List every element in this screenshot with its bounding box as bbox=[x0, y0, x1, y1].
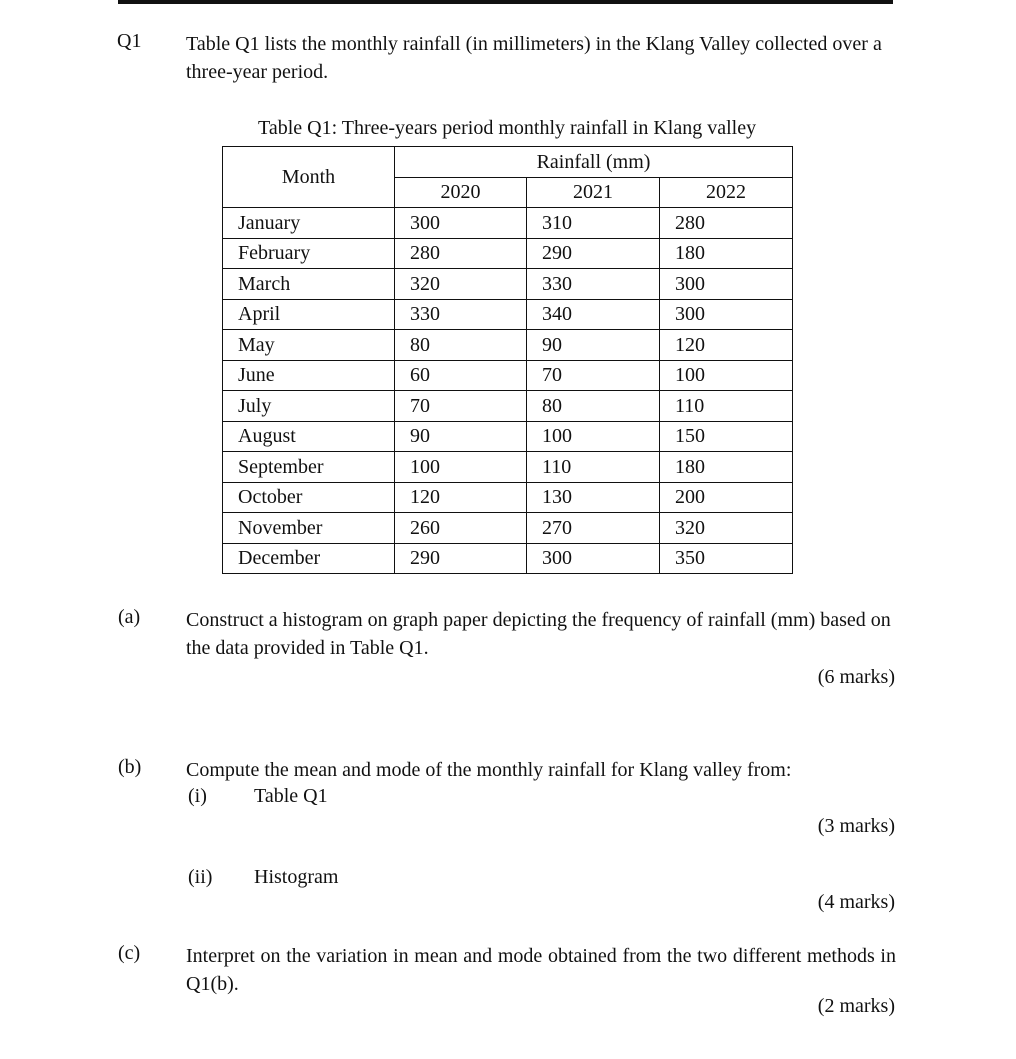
value-cell-2021: 130 bbox=[527, 482, 660, 513]
month-cell: December bbox=[223, 543, 395, 574]
table-row bbox=[223, 543, 793, 574]
value-cell-2022: 200 bbox=[660, 482, 793, 513]
value-cell-2020: 260 bbox=[395, 513, 527, 544]
year-header: 2021 bbox=[527, 177, 660, 208]
value-cell-2022: 180 bbox=[660, 452, 793, 483]
value-cell-2020: 90 bbox=[395, 421, 527, 452]
table-row bbox=[223, 299, 793, 330]
year-header: 2022 bbox=[660, 177, 793, 208]
question-intro: Table Q1 lists the monthly rainfall (in millimeters) in the Klang Valley collected over a three-year period. bbox=[186, 33, 882, 83]
value-cell-2022: 150 bbox=[660, 421, 793, 452]
table-row bbox=[223, 452, 793, 483]
top-rule bbox=[118, 0, 893, 4]
value-cell-2021: 80 bbox=[527, 391, 660, 422]
value-cell-2021: 330 bbox=[527, 269, 660, 300]
value-cell-2021: 310 bbox=[527, 208, 660, 239]
value-cell-2022: 180 bbox=[660, 238, 793, 269]
value-cell-2022: 350 bbox=[660, 543, 793, 574]
part-b-i-text: Table Q1 bbox=[254, 785, 328, 807]
question-number: Q1 bbox=[117, 30, 142, 52]
value-cell-2021: 290 bbox=[527, 238, 660, 269]
part-b-i-marks: (3 marks) bbox=[817, 815, 895, 837]
value-cell-2020: 300 bbox=[395, 208, 527, 239]
month-cell: March bbox=[223, 269, 395, 300]
table-row bbox=[223, 391, 793, 422]
value-cell-2022: 320 bbox=[660, 513, 793, 544]
table-header-row bbox=[223, 147, 793, 178]
month-cell: September bbox=[223, 452, 395, 483]
month-cell: January bbox=[223, 208, 395, 239]
value-cell-2021: 340 bbox=[527, 299, 660, 330]
value-cell-2020: 320 bbox=[395, 269, 527, 300]
table-row bbox=[223, 269, 793, 300]
year-header: 2020 bbox=[395, 177, 527, 208]
part-b-ii-text: Histogram bbox=[254, 866, 339, 888]
value-cell-2020: 290 bbox=[395, 543, 527, 574]
month-cell: October bbox=[223, 482, 395, 513]
value-cell-2021: 270 bbox=[527, 513, 660, 544]
value-cell-2020: 280 bbox=[395, 238, 527, 269]
part-a-text: Construct a histogram on graph paper depicting the frequency of rainfall (mm) based on the data provided in Table Q1. bbox=[186, 609, 891, 659]
table-row bbox=[223, 421, 793, 452]
table-caption: Table Q1: Three-years period monthly rainfall in Klang valley bbox=[258, 117, 757, 139]
rainfall-header: Rainfall (mm) bbox=[395, 147, 793, 178]
month-cell: July bbox=[223, 391, 395, 422]
part-c-label: (c) bbox=[118, 942, 141, 964]
value-cell-2022: 110 bbox=[660, 391, 793, 422]
value-cell-2022: 100 bbox=[660, 360, 793, 391]
value-cell-2020: 70 bbox=[395, 391, 527, 422]
table-row bbox=[223, 208, 793, 239]
value-cell-2021: 70 bbox=[527, 360, 660, 391]
part-b-i-label: (i) bbox=[188, 785, 207, 807]
value-cell-2020: 80 bbox=[395, 330, 527, 361]
value-cell-2021: 300 bbox=[527, 543, 660, 574]
value-cell-2020: 100 bbox=[395, 452, 527, 483]
part-b-ii-marks: (4 marks) bbox=[817, 891, 895, 913]
month-header: Month bbox=[223, 147, 395, 208]
month-cell: February bbox=[223, 238, 395, 269]
month-cell: April bbox=[223, 299, 395, 330]
value-cell-2021: 100 bbox=[527, 421, 660, 452]
part-a-marks: (6 marks) bbox=[817, 666, 895, 688]
value-cell-2022: 120 bbox=[660, 330, 793, 361]
part-c-text: Interpret on the variation in mean and mode obtained from the two different methods in Q1(b). bbox=[186, 945, 896, 995]
part-a-label: (a) bbox=[118, 606, 141, 628]
month-cell: November bbox=[223, 513, 395, 544]
month-cell: June bbox=[223, 360, 395, 391]
value-cell-2022: 280 bbox=[660, 208, 793, 239]
part-c-marks: (2 marks) bbox=[817, 995, 895, 1017]
value-cell-2020: 60 bbox=[395, 360, 527, 391]
part-b-label: (b) bbox=[118, 756, 142, 778]
value-cell-2022: 300 bbox=[660, 269, 793, 300]
part-b-ii-label: (ii) bbox=[188, 866, 213, 888]
month-cell: May bbox=[223, 330, 395, 361]
value-cell-2020: 330 bbox=[395, 299, 527, 330]
value-cell-2021: 110 bbox=[527, 452, 660, 483]
value-cell-2022: 300 bbox=[660, 299, 793, 330]
table-row bbox=[223, 330, 793, 361]
table-row bbox=[223, 482, 793, 513]
rainfall-table bbox=[222, 146, 793, 574]
value-cell-2020: 120 bbox=[395, 482, 527, 513]
table-row bbox=[223, 238, 793, 269]
part-b-text: Compute the mean and mode of the monthly rainfall for Klang valley from: bbox=[186, 759, 792, 781]
table-row bbox=[223, 360, 793, 391]
value-cell-2021: 90 bbox=[527, 330, 660, 361]
month-cell: August bbox=[223, 421, 395, 452]
table-row bbox=[223, 513, 793, 544]
